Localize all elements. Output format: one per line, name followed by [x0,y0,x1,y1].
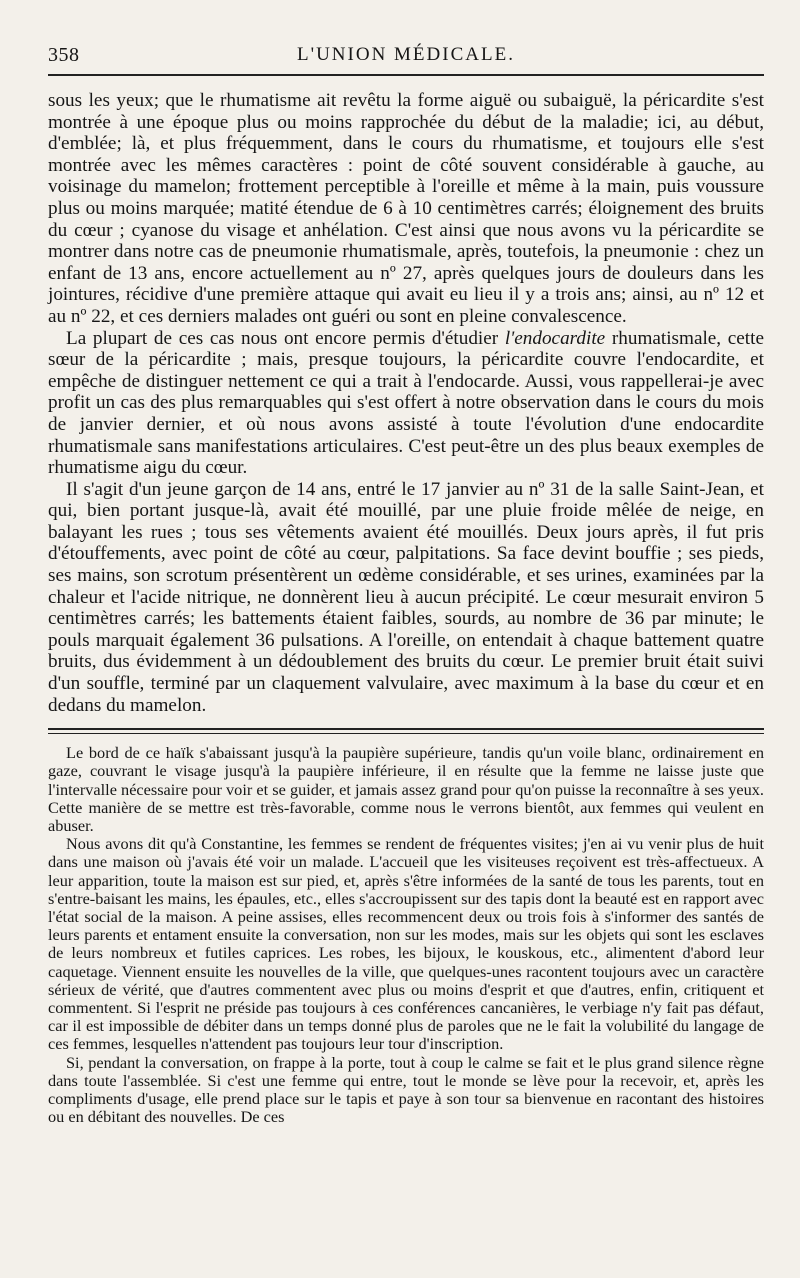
note-paragraph-conversation: Si, pendant la conversation, on frappe à la porte, tout à coup le calme se fait et le plus grand silence règne dans toute l'assemblée. Si c'est une femme qui entre, tout le monde se lève pour la recevoir, et, après les compliments d'usage, elle prend place sur le tapis et paye à son tour sa bienvenue en racontant des histoires ou en débitant des nouvelles. De ces [48,1052,764,1127]
notes-divider [48,728,764,730]
paragraph-endocarditis-rest: rhumatismale, cette sœur de la péricardite ; mais, presque toujours, la péricardite couvre l'endocardite, et empêche de distinguer nettement ce qui a trait à l'endocarde. Aussi, vous rappellerai-je avec profit un cas des plus remarquables qui s'est offert à notre observation dans le cours du mois de janvier dernier, et où nous avons assisté à toute l'évolution d'une endocardite rhumatismale sans manifestations articulaires. C'est peut-être un des plus beaux exemples de rhumatisme aigu du cœur. [48,327,764,479]
header-rule [48,74,764,76]
main-text [48,90,764,716]
note-paragraph-visits: Nous avons dit qu'à Constantine, les femmes se rendent de fréquentes visites; j'en ai vu venir plus de huit dans une maison où j'avais été voir un malade. L'accueil que les visiteuses reçoivent est très-affectueux. A leur apparition, toute la maison est sur pied, et, après s'être informées de la santé de tous les parents, tout en s'entre-baisant les mains, les épaules, etc., elles s'accroupissent sur des tapis dont la beauté est en rapport avec l'état social de la maison. A peine assises, elles recommencent deux ou trois fois à s'informer des santés de leurs parents et entament ensuite la conversation, non sur les modes, mais sur les objets qui sont les esclaves de leurs nombreux et futiles caprices. Les robes, les bijoux, le kouskous, etc., alimentent d'abord leur caquetage. Viennent ensuite les nouvelles de la ville, que quelques-unes racontent toujours avec un caractère sérieux de vérité, que d'autres commentent avec plus ou moins d'esprit et que d'autres, enfin, critiquent et commentent. Si l'esprit ne préside pas toujours à ces conférences cancanières, le verbiage n'y fait pas défaut, car il est impossible de débiter dans un temps donné plus de paroles que ne le fait la volubilité du langage de ces femmes, lesquelles n'attendent pas toujours leur tour d'inscription. [48,834,764,1054]
feuilleton-text [48,744,764,1126]
paragraph-case-report: Il s'agit d'un jeune garçon de 14 ans, entré le 17 janvier au nº 31 de la salle Saint-Jean, et qui, bien portant jusque-là, avait été mouillé, par une pluie froide mêlée de neige, en balayant les rues ; tous ses vêtements avaient été mouillés. Deux jours après, il fut pris d'étouffements, avec point de côté au cœur, palpitations. Sa face devint bouffie ; ses pieds, ses mains, son scrotum présentèrent un œdème considérable, et ses urines, examinées par la chaleur et l'acide nitrique, ne donnèrent lieu à aucun précipité. Le cœur mesurait environ 5 centimètres carrés; les battements étaient faibles, sourds, au nombre de 36 par minute; le pouls marquait également 36 pulsations. A l'oreille, on entendait à chaque battement quatre bruits, dus évidemment à un dédoublement des bruits du cœur. Le premier bruit était suivi d'un souffle, terminé par un claquement valvulaire, avec maximum à la base du cœur et en dedans du mamelon. [48,478,764,716]
paragraph-endocarditis [48,328,764,479]
page-header [48,40,764,68]
running-title: L'UNION MÉDICALE. [297,44,515,65]
notes-divider-thin [48,733,764,734]
paragraph-pericarditis: sous les yeux; que le rhumatisme ait revêtu la forme aiguë ou subaiguë, la péricardite s'est montrée à une époque plus ou moins rapprochée du début de la maladie; ici, au début, d'emblée; là, et plus fréquemment, dans le cours du rhumatisme, et toujours elle s'est montrée avec les mêmes caractères : point de côté souvent considérable à gauche, au voisinage du mamelon; frottement perceptible à l'oreille et même à la main, puis voussure plus ou moins marquée; matité étendue de 6 à 10 centimètres carrés; éloignement des bruits du cœur ; cyanose du visage et anhélation. C'est ainsi que nous avons vu la péricardite se montrer dans notre cas de pneumonie rhumatismale, après, toutefois, la pneumonie : chez un enfant de 13 ans, encore actuellement au nº 27, après quelques jours de douleurs dans les jointures, récidive d'une première attaque qui avait eu lieu il y a trois ans; ainsi, au nº 12 et au nº 22, et ces derniers malades ont guéri ou sont en pleine convalescence. [48,90,764,327]
note-paragraph-haik: Le bord de ce haïk s'abaissant jusqu'à la paupière supérieure, tandis qu'un voile blanc, ordinairement en gaze, couvrant le visage jusqu'à la paupière inférieure, il en résulte que la femme ne laisse juste que l'intervalle nécessaire pour voir et se guider, et jamais assez grand pour qu'on puisse la reconnaître à ses yeux. Cette manière de se mettre est très-favorable, comme nous le verrons bientôt, aux femmes qui veulent en abuser. [48,743,764,836]
page-number: 358 [48,44,80,66]
endocarditis-term: l'endocardite [504,327,606,349]
paragraph-endocarditis-start: La plupart de ces cas nous ont encore permis d'étudier [66,327,505,349]
